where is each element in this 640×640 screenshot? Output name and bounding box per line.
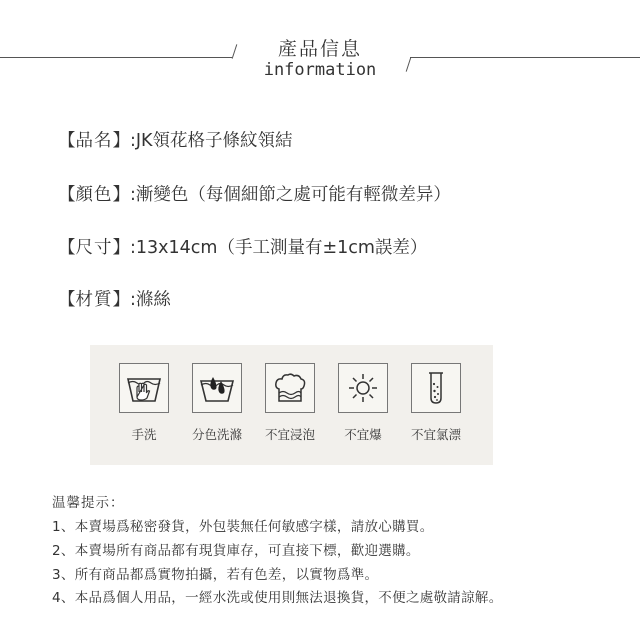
no-sun-icon (338, 363, 388, 413)
care-label: 不宜爆 (344, 427, 382, 442)
attr-value: :13x14cm（手工測量有±1cm誤差） (130, 238, 428, 258)
attr-value: :JK領花格子條紋領結 (130, 131, 293, 151)
notes-title: 温馨提示： (52, 495, 125, 511)
bracket-open: 【 (58, 131, 76, 151)
wash-separately-icon (192, 363, 242, 413)
care-label: 分色洗滌 (191, 427, 242, 442)
attr-key: 品名 (75, 131, 113, 151)
attr-value: :滌絲 (130, 290, 171, 310)
bracket-close: 】 (112, 290, 130, 310)
bracket-close: 】 (112, 185, 130, 205)
bracket-open: 【 (58, 290, 76, 310)
page-title: 產品信息 (277, 38, 362, 60)
attr-row-color (58, 181, 451, 206)
care-item-no-soak (250, 363, 330, 443)
attr-key: 尺寸 (75, 238, 113, 258)
bracket-close: 】 (112, 238, 130, 258)
note-item: 4、本品爲個人用品，一經水洗或使用則無法退換貨，不便之處敬請諒解。 (52, 590, 503, 606)
care-item-no-bleach (396, 363, 476, 443)
note-item: 3、所有商品都爲實物拍攝，若有色差，以實物爲準。 (52, 567, 379, 583)
attr-row-material (58, 286, 171, 311)
bracket-open: 【 (58, 238, 76, 258)
attr-row-name (58, 127, 293, 152)
no-soak-icon (265, 363, 315, 413)
hand-wash-icon (119, 363, 169, 413)
care-item-wash-separately (177, 363, 257, 443)
attr-value: :漸變色（每個細節之處可能有輕微差异） (130, 185, 451, 205)
bracket-close: 】 (112, 131, 130, 151)
attr-key: 顏色 (75, 185, 113, 205)
care-item-no-sun (323, 363, 403, 443)
note-item: 1、本賣場爲秘密發貨，外包裝無任何敏感字樣，請放心購買。 (52, 519, 434, 535)
note-item: 2、本賣場所有商品都有現貨庫存，可直接下標，歡迎選購。 (52, 543, 420, 559)
page-subtitle: information (263, 60, 377, 80)
attr-row-size (58, 234, 427, 259)
care-label: 不宜浸泡 (264, 427, 315, 442)
care-item-hand-wash (104, 363, 184, 443)
attr-key: 材質 (75, 290, 113, 310)
no-bleach-icon (411, 363, 461, 413)
care-label: 手洗 (131, 427, 157, 442)
care-label: 不宜氯漂 (410, 427, 461, 442)
bracket-open: 【 (58, 185, 76, 205)
care-panel (90, 345, 493, 465)
